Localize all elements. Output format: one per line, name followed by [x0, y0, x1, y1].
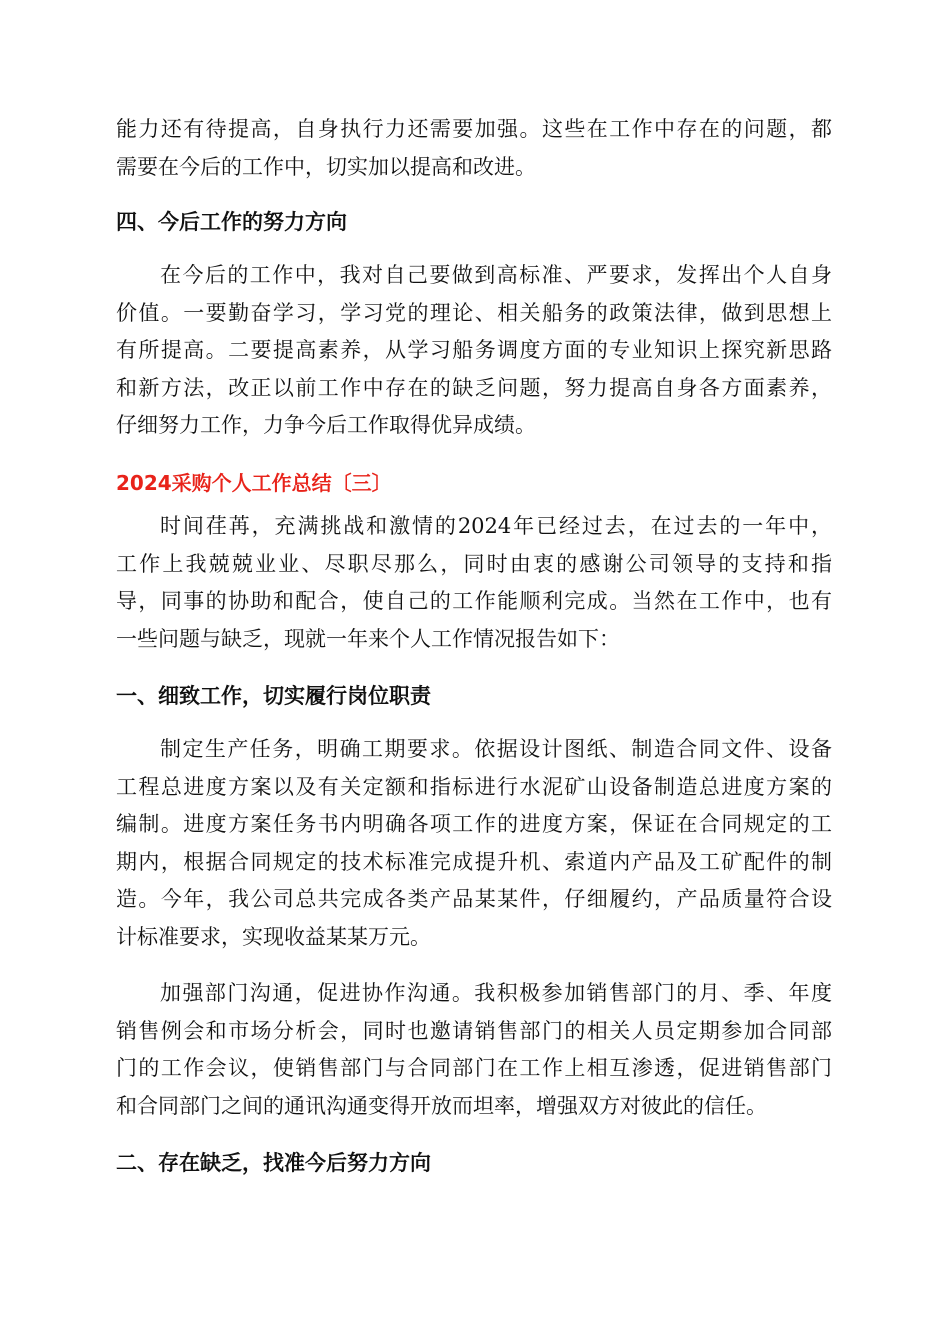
text-line: 和新方法，改正以前工作中存在的缺乏问题，努力提高自身各方面素养， [116, 375, 832, 400]
section-heading-4: 四、今后工作的努力方向 [116, 210, 347, 234]
section-heading-1: 一、细致工作，切实履行岗位职责 [116, 684, 431, 708]
document-section-title: 2024采购个人工作总结〔三〕 [116, 471, 392, 495]
text-line: 一些问题与缺乏，现就一年来个人工作情况报告如下： [116, 626, 620, 651]
text-line: 工作上我兢兢业业、尽职尽那么，同时由衷的感谢公司领导的支持和指 [116, 551, 832, 576]
text-line: 能力还有待提高，自身执行力还需要加强。这些在工作中存在的问题，都 [116, 117, 832, 141]
text-line: 在今后的工作中，我对自己要做到高标准、严要求，发挥出个人自身 [160, 263, 832, 287]
text-line: 有所提高。二要提高素养，从学习船务调度方面的专业知识上探究新思路 [116, 338, 832, 362]
text-line: 期内，根据合同规定的技术标准完成提升机、索道内产品及工矿配件的制 [116, 849, 832, 874]
paragraph-5 [116, 975, 832, 1125]
text-line: 加强部门沟通，促进协作沟通。我积极参加销售部门的月、季、年度 [160, 981, 832, 1005]
text-line: 仔细努力工作，力争今后工作取得优异成绩。 [116, 413, 536, 437]
text-line: 导，同事的协助和配合，使自己的工作能顺利完成。当然在工作中，也有 [116, 589, 832, 613]
paragraph-3 [116, 508, 832, 658]
text-line: 制定生产任务，明确工期要求。依据设计图纸、制造合同文件、设备 [160, 737, 832, 761]
text-line: 销售例会和市场分析会，同时也邀请销售部门的相关人员定期参加合同部 [116, 1018, 832, 1043]
text-line: 需要在今后的工作中，切实加以提高和改进。 [116, 154, 536, 179]
text-line: 编制。进度方案任务书内明确各项工作的进度方案，保证在合同规定的工 [116, 812, 832, 836]
paragraph-1 [116, 111, 832, 186]
text-line: 和合同部门之间的通讯沟通变得开放而坦率，增强双方对彼此的信任。 [116, 1093, 767, 1118]
paragraph-2 [116, 257, 832, 445]
text-line: 价值。一要勤奋学习，学习党的理论、相关船务的政策法律，做到思想上 [116, 300, 832, 325]
text-line: 计标准要求，实现收益某某万元。 [116, 924, 431, 949]
text-line: 门的工作会议，使销售部门与合同部门在工作上相互渗透，促进销售部门 [116, 1056, 832, 1080]
section-heading-2: 二、存在缺乏，找准今后努力方向 [116, 1151, 431, 1175]
paragraph-4 [116, 731, 832, 956]
text-line: 造。今年，我公司总共完成各类产品某某件，仔细履约，产品质量符合设 [116, 887, 832, 911]
text-line: 工程总进度方案以及有关定额和指标进行水泥矿山设备制造总进度方案的 [116, 774, 832, 799]
text-line: 时间荏苒，充满挑战和激情的2024年已经过去，在过去的一年中， [160, 514, 832, 538]
